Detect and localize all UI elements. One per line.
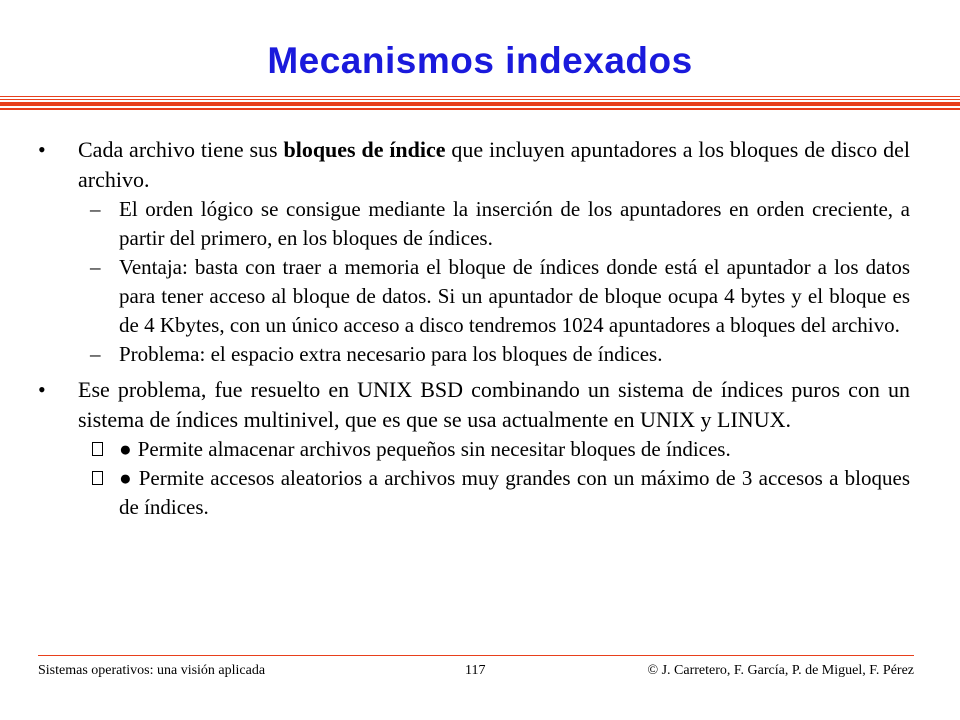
dash-icon: –	[90, 342, 101, 366]
footer-divider	[38, 655, 914, 656]
bullet-item	[38, 135, 910, 195]
sub-bullet-text: Problema: el espacio extra necesario para los bloques de índices.	[119, 342, 663, 366]
missing-glyph-icon	[92, 442, 103, 456]
footer-book-title: Sistemas operativos: una visión aplicada	[38, 663, 266, 678]
title-underline	[0, 96, 960, 110]
bullet-icon: •	[38, 377, 46, 402]
sub-bullet-item	[38, 253, 910, 340]
sub-bullet-text: El orden lógico se consigue mediante la inserción de los apuntadores en orden creciente, a partir del primero, en los bloques de índices.	[119, 197, 910, 250]
dot-icon: ●	[119, 466, 133, 490]
sub-bullet-item	[38, 464, 910, 522]
footer-page-number: 117	[465, 663, 486, 678]
sub-bullet-item	[38, 195, 910, 253]
sub-bullet-item	[38, 340, 910, 369]
missing-glyph-icon	[92, 471, 103, 485]
bullet-text: Ese problema, fue resuelto en UNIX BSD combinando un sistema de índices puros con un sistema de índices multinivel, que es que se usa actualmente en UNIX y LINUX.	[78, 377, 910, 432]
sub-bullet-text: Permite accesos aleatorios a archivos muy grandes con un máximo de 3 accesos a bloques de índices.	[119, 466, 910, 519]
dot-icon: ●	[119, 437, 132, 461]
slide-body	[38, 135, 910, 522]
sub-bullet-text: Ventaja: basta con traer a memoria el bloque de índices donde está el apuntador a los datos para tener acceso al bloque de datos. Si un apuntador de bloque ocupa 4 bytes y el bloque es de 4 Kbytes, con un único acceso a disco tendremos 1024 apuntadores a bloques del archivo.	[119, 255, 910, 337]
footer-copyright: © J. Carretero, F. García, P. de Miguel, F. Pérez	[647, 663, 914, 678]
sub-bullet-text: Permite almacenar archivos pequeños sin necesitar bloques de índices.	[137, 437, 731, 461]
bullet-icon: •	[38, 137, 46, 162]
bullet-text: Cada archivo tiene sus	[78, 137, 284, 162]
sub-bullet-item	[38, 435, 910, 464]
bullet-text: que incluyen apuntadores a los bloques de disco del archivo.	[78, 137, 910, 192]
dash-icon: –	[90, 197, 101, 221]
bullet-bold-text: bloques de índice	[283, 137, 446, 162]
slide-title: Mecanismos indexados	[267, 40, 693, 81]
bullet-item	[38, 375, 910, 435]
dash-icon: –	[90, 255, 101, 279]
